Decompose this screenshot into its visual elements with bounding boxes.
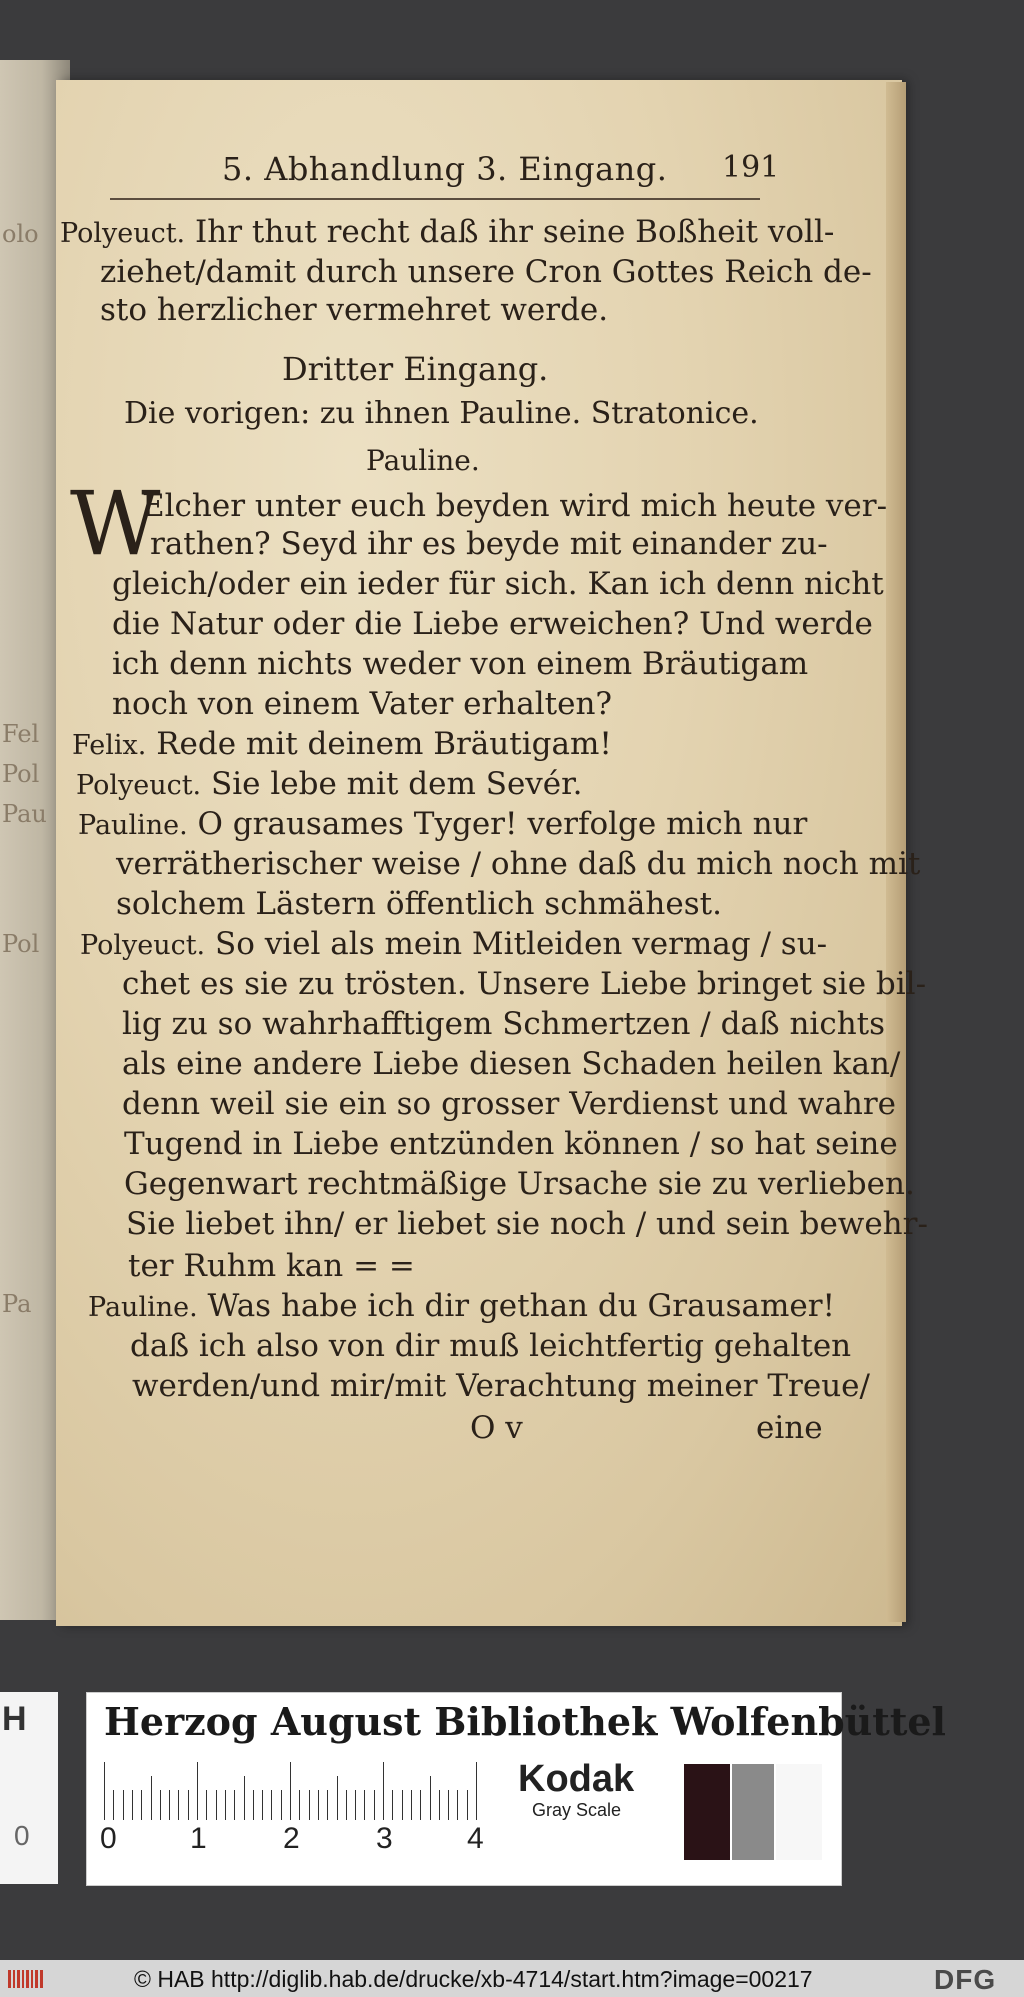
kodak-logo: Kodak bbox=[518, 1758, 635, 1800]
line-text: Ihr thut recht daß ihr seine Boßheit voll- bbox=[195, 214, 835, 250]
text-line: lig zu so wahrhafftigem Schmertzen / daß nichts bbox=[122, 1006, 886, 1042]
ruler-tick bbox=[234, 1790, 235, 1820]
text-line: die Natur oder die Liebe erweichen? Und werde bbox=[112, 606, 873, 642]
scene-cast: Die vorigen: zu ihnen Pauline. Stratonice. bbox=[124, 396, 759, 431]
speaker-name: Pauline. bbox=[88, 1292, 198, 1323]
line-text: So viel als mein Mitleiden vermag / su- bbox=[215, 926, 828, 962]
ruler-tick bbox=[327, 1790, 328, 1820]
footer-bar bbox=[0, 1960, 1024, 1997]
text-line bbox=[76, 766, 582, 802]
ruler-tick bbox=[123, 1790, 124, 1820]
dfg-logo: DFG bbox=[934, 1964, 997, 1995]
text-line: als eine andere Liebe diesen Schaden heilen kan/ bbox=[122, 1046, 901, 1082]
left-page-fragment: Pau bbox=[2, 800, 47, 828]
text-line: Sie liebet ihn/ er liebet sie noch / und sein bewehr- bbox=[126, 1206, 928, 1242]
ruler-tick bbox=[216, 1790, 217, 1820]
speaker-name: Polyeuct. bbox=[76, 770, 202, 801]
text-line: solchem Lästern öffentlich schmähest. bbox=[116, 886, 722, 922]
ruler-tick bbox=[439, 1790, 440, 1820]
scene-title: Dritter Eingang. bbox=[282, 350, 549, 388]
ruler-tick bbox=[197, 1762, 198, 1820]
running-header: 5. Abhandlung 3. Eingang. bbox=[222, 150, 668, 188]
gray-patch-dark bbox=[684, 1764, 730, 1860]
left-ruler-fragment bbox=[0, 1692, 58, 1884]
left-ruler-letter: H bbox=[2, 1700, 27, 1738]
ruler-tick bbox=[355, 1790, 356, 1820]
header-rule bbox=[110, 198, 760, 200]
page-number: 191 bbox=[722, 150, 780, 185]
ruler-tick bbox=[132, 1790, 133, 1820]
ruler-tick bbox=[151, 1776, 152, 1820]
text-line: Gegenwart rechtmäßige Ursache sie zu verlieben. bbox=[124, 1166, 915, 1202]
speaker-name: Polyeuct. bbox=[60, 218, 186, 249]
left-page-fragment: Pol bbox=[2, 930, 40, 958]
left-ruler-number: 0 bbox=[14, 1820, 30, 1851]
ruler-ticks bbox=[104, 1760, 484, 1820]
ruler-tick bbox=[206, 1790, 207, 1820]
catchword: eine bbox=[756, 1410, 823, 1446]
ruler-tick bbox=[281, 1790, 282, 1820]
text-line: werden/und mir/mit Verachtung meiner Treue/ bbox=[132, 1368, 870, 1404]
ruler-number: 4 bbox=[467, 1822, 484, 1855]
speaker-name: Pauline. bbox=[78, 810, 188, 841]
barcode-icon bbox=[6, 1968, 46, 1990]
ruler-number: 1 bbox=[190, 1822, 207, 1855]
ruler-tick bbox=[476, 1762, 477, 1820]
ruler-number: 2 bbox=[283, 1822, 300, 1855]
line-text: Was habe ich dir gethan du Grausamer! bbox=[207, 1288, 835, 1324]
ruler-tick bbox=[178, 1790, 179, 1820]
gray-patch-light bbox=[776, 1764, 822, 1860]
ruler-tick bbox=[253, 1790, 254, 1820]
text-line bbox=[60, 214, 834, 250]
line-text: Rede mit deinem Bräutigam! bbox=[156, 726, 612, 762]
text-line: chet es sie zu trösten. Unsere Liebe bringet sie bil- bbox=[122, 966, 927, 1002]
ruler-tick bbox=[141, 1790, 142, 1820]
scene-speaker: Pauline. bbox=[366, 444, 480, 477]
left-page-fragment: olo bbox=[2, 220, 39, 248]
line-text: Sie lebe mit dem Sevér. bbox=[211, 766, 583, 802]
ruler-tick bbox=[457, 1790, 458, 1820]
line-text: O grausames Tyger! verfolge mich nur bbox=[197, 806, 808, 842]
drop-cap: W bbox=[70, 472, 161, 575]
text-line: rathen? Seyd ihr es beyde mit einander zu- bbox=[150, 526, 828, 562]
ruler-tick bbox=[290, 1762, 291, 1820]
ruler-tick bbox=[374, 1790, 375, 1820]
gray-scale-label: Gray Scale bbox=[532, 1800, 622, 1820]
text-line: gleich/oder ein ieder für sich. Kan ich denn nicht bbox=[112, 566, 884, 602]
left-page-fragment: Pol bbox=[2, 760, 40, 788]
ruler-tick bbox=[318, 1790, 319, 1820]
ruler-tick bbox=[309, 1790, 310, 1820]
ruler-number: 0 bbox=[100, 1822, 117, 1855]
ruler-tick bbox=[383, 1762, 384, 1820]
speaker-name: Polyeuct. bbox=[80, 930, 206, 961]
ruler-tick bbox=[160, 1790, 161, 1820]
signature-mark: O v bbox=[470, 1410, 523, 1446]
text-line bbox=[80, 926, 827, 962]
ruler-tick bbox=[262, 1790, 263, 1820]
ruler-tick bbox=[169, 1790, 170, 1820]
text-line: ich denn nichts weder von einem Bräutigam bbox=[112, 646, 809, 682]
text-line bbox=[72, 726, 612, 762]
ruler-tick bbox=[467, 1790, 468, 1820]
ruler-tick bbox=[411, 1790, 412, 1820]
text-line: Elcher unter euch beyden wird mich heute ver- bbox=[142, 488, 888, 524]
text-line: Tugend in Liebe entzünden können / so hat seine bbox=[124, 1126, 898, 1162]
left-page-fragment: Pa bbox=[2, 1290, 32, 1318]
footer-link[interactable]: © HAB http://diglib.hab.de/drucke/xb-4714/start.htm?image=00217 bbox=[134, 1966, 813, 1992]
text-line: daß ich also von dir muß leichtfertig gehalten bbox=[130, 1328, 852, 1364]
ruler-tick bbox=[113, 1790, 114, 1820]
text-line: noch von einem Vater erhalten? bbox=[112, 686, 613, 722]
left-page-fragment: Fel bbox=[2, 720, 40, 748]
ruler-tick bbox=[402, 1790, 403, 1820]
text-line: denn weil sie ein so grosser Verdienst und wahre bbox=[122, 1086, 897, 1122]
text-line bbox=[88, 1288, 835, 1324]
ruler-title: Herzog August Bibliothek Wolfenbüttel bbox=[104, 1699, 946, 1744]
ruler-tick bbox=[364, 1790, 365, 1820]
ruler-tick bbox=[244, 1776, 245, 1820]
ruler-tick bbox=[188, 1790, 189, 1820]
ruler-tick bbox=[346, 1790, 347, 1820]
text-line: sto herzlicher vermehret werde. bbox=[100, 292, 609, 328]
ruler-tick bbox=[299, 1790, 300, 1820]
speaker-name: Felix. bbox=[72, 730, 147, 761]
ruler-tick bbox=[420, 1790, 421, 1820]
ruler-number: 3 bbox=[376, 1822, 393, 1855]
ruler-tick bbox=[225, 1790, 226, 1820]
text-line: verrätherischer weise / ohne daß du mich noch mit bbox=[116, 846, 921, 882]
ruler-tick bbox=[271, 1790, 272, 1820]
text-line bbox=[78, 806, 807, 842]
ruler-tick bbox=[448, 1790, 449, 1820]
gray-patch-mid bbox=[732, 1764, 774, 1860]
text-line: ziehet/damit durch unsere Cron Gottes Reich de- bbox=[100, 254, 872, 290]
ruler-tick bbox=[392, 1790, 393, 1820]
ruler-tick bbox=[337, 1776, 338, 1820]
text-line: ter Ruhm kan = = bbox=[128, 1248, 415, 1284]
ruler-tick bbox=[430, 1776, 431, 1820]
ruler-tick bbox=[104, 1762, 105, 1820]
